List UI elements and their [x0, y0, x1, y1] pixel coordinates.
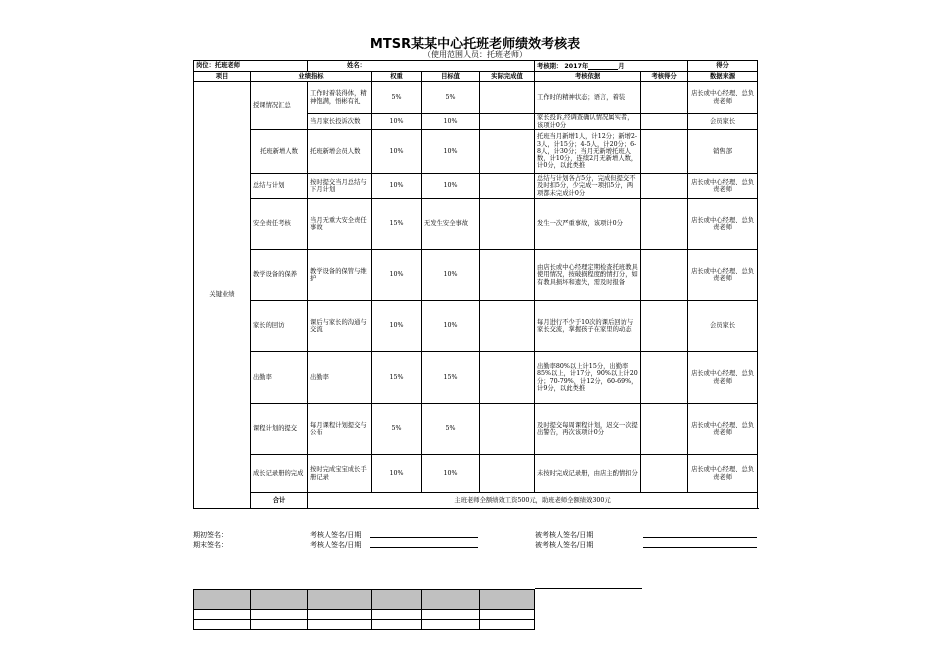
source-cell: 会员家长 [688, 301, 758, 352]
grid-cell[interactable] [308, 620, 372, 630]
actual-cell[interactable] [480, 455, 535, 493]
grid-cell[interactable] [422, 620, 480, 630]
target-cell: 10% [422, 250, 480, 301]
weight-cell: 10% [372, 301, 422, 352]
category-cell: 安全责任考核 [251, 199, 308, 250]
name-field: 姓名： [308, 61, 535, 72]
target-cell: 5% [422, 404, 480, 455]
blank-grid [193, 589, 535, 630]
metric-cell: 按时完成宝宝成长手册记录 [308, 455, 372, 493]
source-cell: 店长或中心经理、总负责老师 [688, 404, 758, 455]
score-cell[interactable] [641, 455, 688, 493]
assessee-signature-label-2: 被考核人签名/日期 [535, 541, 594, 549]
basis-cell: 家长投诉,经调查确认情况属实者，该项计0分 [535, 114, 641, 130]
assessor-signature-line-2[interactable] [370, 547, 478, 548]
target-cell: 无发生安全事故 [422, 199, 480, 250]
assessor-signature-line-1[interactable] [370, 537, 478, 538]
final-signature-label: 期末签名： [193, 541, 228, 549]
appraisal-table [193, 60, 758, 509]
table-row [194, 352, 758, 404]
divider-line [535, 588, 642, 589]
score-cell[interactable] [641, 82, 688, 114]
total-row [194, 493, 758, 509]
header-weight: 权重 [372, 72, 422, 82]
grid-cell[interactable] [194, 610, 251, 620]
target-cell: 15% [422, 352, 480, 404]
score-cell[interactable] [641, 130, 688, 174]
header-basis: 考核依据 [535, 72, 641, 82]
table-row [194, 82, 758, 114]
basis-cell: 总结与计划各占5分，完成但提交不及时扣5分，少完成一项扣5分，两项都未完成计0分 [535, 174, 641, 199]
category-cell: 家长的回访 [251, 301, 308, 352]
basis-cell: 发生一次严重事故，该项计0分 [535, 199, 641, 250]
actual-cell[interactable] [480, 82, 535, 114]
metric-cell: 托班新增会员人数 [308, 130, 372, 174]
weight-cell: 5% [372, 82, 422, 114]
basis-cell: 未按时完成记录册，由店主酌情扣分 [535, 455, 641, 493]
target-cell: 10% [422, 130, 480, 174]
metric-cell: 当月家长投诉次数 [308, 114, 372, 130]
table-row [194, 250, 758, 301]
header-source: 数据来源 [688, 72, 758, 82]
page-subtitle: （使用范围人员：托班老师） [423, 50, 527, 59]
basis-cell: 及时提交每周课程计划，迟交一次提出警告，再次该项计0分 [535, 404, 641, 455]
score-cell[interactable] [641, 352, 688, 404]
info-row [194, 61, 758, 72]
weight-cell: 5% [372, 404, 422, 455]
grid-cell[interactable] [422, 610, 480, 620]
metric-cell: 教学设备的保管与维护 [308, 250, 372, 301]
target-cell: 10% [422, 174, 480, 199]
basis-cell: 工作时的精神状态；语言，着装 [535, 82, 641, 114]
metric-cell: 出勤率 [308, 352, 372, 404]
grid-cell [308, 590, 372, 610]
total-text: 主班老师全额绩效工资500元，助班老师全额绩效300元 [308, 493, 758, 509]
assessor-signature-label-1: 考核人签名/日期 [310, 531, 362, 539]
header-target: 目标值 [422, 72, 480, 82]
weight-cell: 10% [372, 455, 422, 493]
basis-cell: 托班当月新增1人，计12分；新增2-3人，计15分；4-5人，计20分；6-8人，计30分；当月无新增托班人数，计10分，连续2月无新增人数，计0分，以此类推 [535, 130, 641, 174]
weight-cell: 10% [372, 250, 422, 301]
table-row [194, 301, 758, 352]
grid-cell[interactable] [194, 620, 251, 630]
table-row [194, 404, 758, 455]
grid-cell[interactable] [372, 610, 422, 620]
score-cell[interactable] [641, 174, 688, 199]
assessee-signature-line-2[interactable] [643, 547, 757, 548]
actual-cell[interactable] [480, 404, 535, 455]
header-actual: 实际完成值 [480, 72, 535, 82]
weight-cell: 15% [372, 352, 422, 404]
basis-cell: 由店长或中心经理定期检查托班教具使用情况，按破损程度酌情打分，如有教具损坏和遗失，需及时报备 [535, 250, 641, 301]
source-cell: 销售部 [688, 130, 758, 174]
metric-cell: 当月无重大安全责任事故 [308, 199, 372, 250]
metric-cell: 工作时着装得体，精神饱满，悟彬有礼 [308, 82, 372, 114]
period-field: 考核期： 2017年 月 [535, 61, 688, 72]
metric-cell: 按时提交当月总结与下月计划 [308, 174, 372, 199]
page-title: MTSR某某中心托班老师绩效考核表 [369, 37, 581, 52]
initial-signature-label: 期初签名： [193, 531, 228, 539]
actual-cell[interactable] [480, 114, 535, 130]
grid-cell [480, 590, 535, 610]
metric-cell: 课后与家长的沟通与交流 [308, 301, 372, 352]
metric-cell: 每月课程计划提交与公布 [308, 404, 372, 455]
grid-cell[interactable] [480, 620, 535, 630]
target-cell: 5% [422, 82, 480, 114]
header-row [194, 72, 758, 82]
assessor-signature-label-2: 考核人签名/日期 [310, 541, 362, 549]
actual-cell[interactable] [480, 301, 535, 352]
category-cell: 总结与计划 [251, 174, 308, 199]
grid-cell[interactable] [251, 620, 308, 630]
table-row [194, 455, 758, 493]
grid-cell [422, 590, 480, 610]
target-cell: 10% [422, 114, 480, 130]
score-cell[interactable] [641, 250, 688, 301]
source-cell: 店长或中心经理、总负责老师 [688, 199, 758, 250]
table-row [194, 199, 758, 250]
header-metric: 业绩指标 [251, 72, 372, 82]
grid-cell[interactable] [372, 620, 422, 630]
target-cell: 10% [422, 455, 480, 493]
source-cell: 店长或中心经理、总负责老师 [688, 455, 758, 493]
basis-cell: 出勤率80%以上计15分，出勤率85%以上，计17分，90%以上计20分；70-79%，计12分，60-69%，计9分，以此类推 [535, 352, 641, 404]
source-cell: 店长或中心经理、总负责老师 [688, 174, 758, 199]
category-cell: 课程计划的提交 [251, 404, 308, 455]
category-cell: 授课情况汇总 [251, 82, 308, 130]
grid-row [194, 620, 535, 630]
score-cell[interactable] [641, 199, 688, 250]
actual-cell[interactable] [480, 199, 535, 250]
target-cell: 10% [422, 301, 480, 352]
score-cell[interactable] [641, 301, 688, 352]
source-cell: 店长或中心经理、总负责老师 [688, 82, 758, 114]
category-cell: 托班新增人数 [251, 130, 308, 174]
category-cell: 出勤率 [251, 352, 308, 404]
category-cell: 教学设备的保养 [251, 250, 308, 301]
actual-cell[interactable] [480, 250, 535, 301]
category-cell: 成长记录册的完成 [251, 455, 308, 493]
grid-cell[interactable] [480, 610, 535, 620]
position-field: 岗位：托班老师 [194, 61, 308, 72]
weight-cell: 10% [372, 174, 422, 199]
grid-cell [372, 590, 422, 610]
table-row [194, 174, 758, 199]
basis-cell: 每月进行不少于10次的课后回访与家长交流，掌握孩子在家里的动态 [535, 301, 641, 352]
source-cell: 会员家长 [688, 114, 758, 130]
table-row [194, 130, 758, 174]
assessee-signature-label-1: 被考核人签名/日期 [535, 531, 594, 539]
grid-cell [251, 590, 308, 610]
grid-cell[interactable] [308, 610, 372, 620]
actual-cell[interactable] [480, 352, 535, 404]
header-project: 项目 [194, 72, 251, 82]
grid-header-row [194, 590, 535, 610]
assessee-signature-line-1[interactable] [643, 537, 757, 538]
grid-cell[interactable] [251, 610, 308, 620]
weight-cell: 10% [372, 130, 422, 174]
weight-cell: 15% [372, 199, 422, 250]
header-score: 考核得分 [641, 72, 688, 82]
score-field: 得分 [688, 61, 758, 72]
total-label: 合计 [251, 493, 308, 509]
score-cell[interactable] [641, 404, 688, 455]
actual-cell[interactable] [480, 174, 535, 199]
project-cell: 关键业绩 [194, 82, 251, 509]
source-cell: 店长或中心经理、总负责老师 [688, 352, 758, 404]
weight-cell: 10% [372, 114, 422, 130]
score-cell[interactable] [641, 114, 688, 130]
actual-cell[interactable] [480, 130, 535, 174]
grid-cell [194, 590, 251, 610]
source-cell: 店长或中心经理、总负责老师 [688, 250, 758, 301]
grid-row [194, 610, 535, 620]
